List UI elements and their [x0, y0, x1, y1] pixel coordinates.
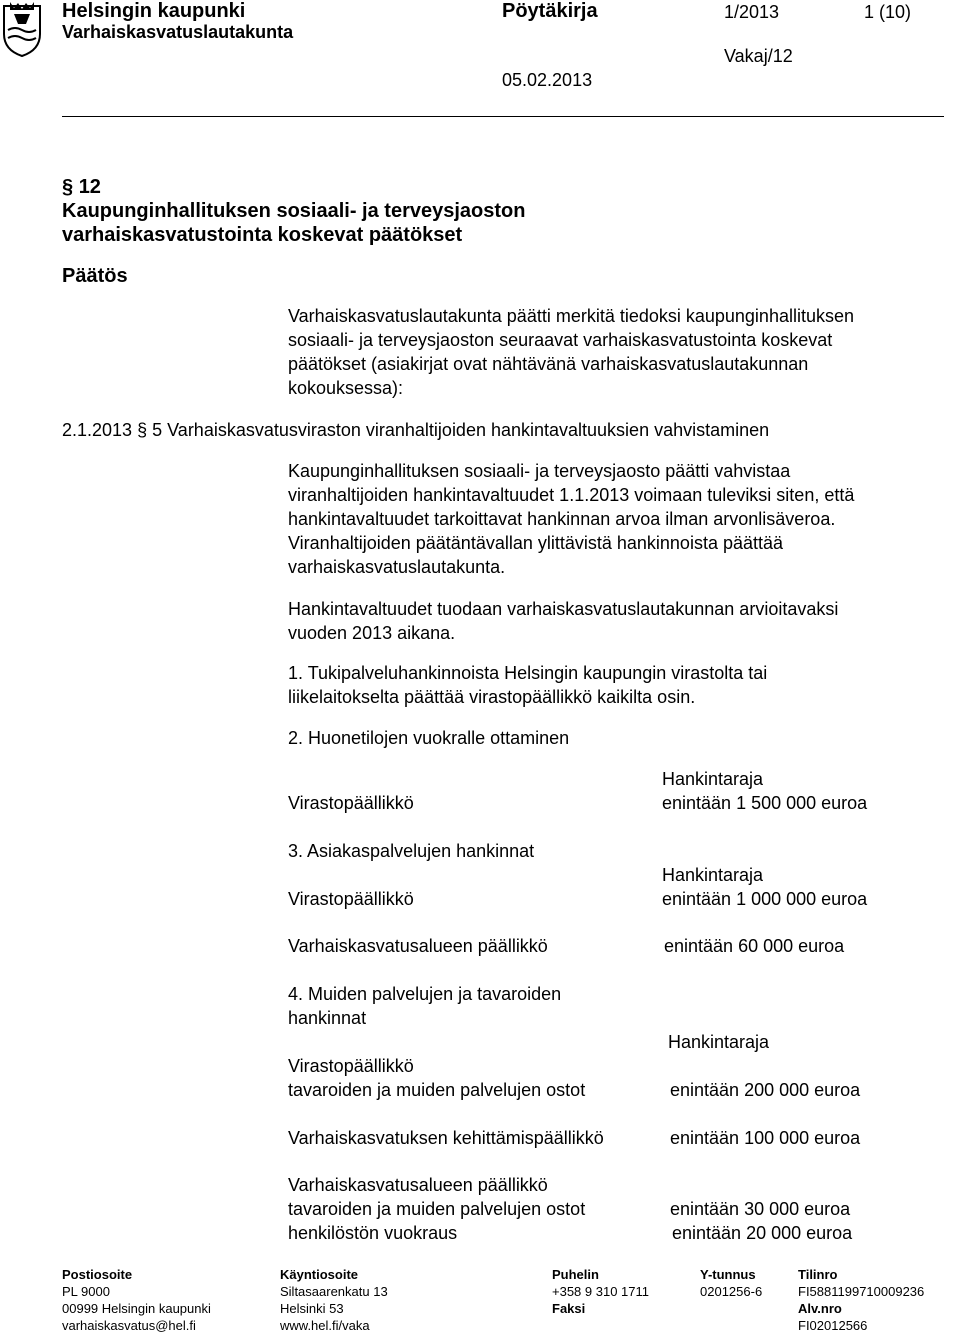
footer-fax-label: Faksi — [552, 1301, 586, 1316]
item4-role1-line1: Virastopäällikkö — [288, 1056, 414, 1076]
section-title-line2: varhaiskasvatustointa koskevat päätökset — [62, 224, 463, 246]
intro-line: päätökset (asiakirjat ovat nähtävänä varhaiskasvatuslautakunnan — [288, 354, 809, 374]
header-ref: Vakaj/12 — [724, 46, 793, 66]
body-line: varhaiskasvatuslautakunta. — [288, 557, 506, 577]
footer-web-link[interactable]: www.hel.fi/vaka — [280, 1318, 370, 1333]
item3-role: Varhaiskasvatusalueen päällikkö — [288, 936, 548, 956]
footer-business-id-label: Y-tunnus — [700, 1267, 756, 1282]
section-title-line1: Kaupunginhallituksen sosiaali- ja terveysjaoston — [62, 200, 526, 222]
body-line: Kaupunginhallituksen sosiaali- ja terveysjaosto päätti vahvistaa — [288, 461, 791, 481]
item3-limit-header: Hankintaraja — [662, 865, 764, 885]
item3-role: Virastopäällikkö — [288, 889, 414, 909]
footer-postal — [62, 1266, 211, 1334]
item2-limit-header: Hankintaraja — [662, 769, 764, 789]
city-crest-logo — [0, 0, 44, 58]
header-doc-type: Pöytäkirja — [502, 0, 598, 22]
section-heading — [62, 176, 101, 199]
footer-postal-line: 00999 Helsingin kaupunki — [62, 1301, 211, 1316]
footer-vat-label: Alv.nro — [798, 1301, 842, 1316]
body-line: viranhaltijoiden hankintavaltuudet 1.1.2013 voimaan tuleviksi siten, että — [288, 485, 855, 505]
item1-line: 1. Tukipalveluhankinnoista Helsingin kaupungin virastolta tai — [288, 663, 768, 683]
item4-limit3a: enintään 30 000 euroa — [670, 1199, 851, 1219]
footer-visit-line: Siltasaarenkatu 13 — [280, 1284, 388, 1299]
footer-business-id-value: 0201256-6 — [700, 1284, 763, 1299]
decision-label: Päätös — [62, 265, 128, 287]
header-divider — [62, 116, 944, 117]
footer-business-id — [700, 1266, 762, 1300]
item4-limit3b: enintään 20 000 euroa — [672, 1223, 853, 1243]
item3-limit: enintään 60 000 euroa — [664, 936, 845, 956]
footer-postal-line: PL 9000 — [62, 1284, 110, 1299]
section-symbol: § — [62, 176, 74, 198]
item4-limit2: enintään 100 000 euroa — [670, 1128, 861, 1148]
item4-role3-line3: henkilöstön vuokraus — [288, 1223, 458, 1243]
decision-row — [62, 418, 769, 442]
footer-visit — [280, 1266, 388, 1334]
item2-heading: 2. Huonetilojen vuokralle ottaminen — [288, 728, 570, 748]
item4-limit1: enintään 200 000 euroa — [670, 1080, 861, 1100]
body-line: hankintavaltuudet tarkoittavat hankinnan arvoa ilman arvonlisäveroa. — [288, 509, 836, 529]
item4-role3-line2: tavaroiden ja muiden palvelujen ostot — [288, 1199, 586, 1219]
header-number: 1/2013 — [724, 2, 780, 22]
section-number: 12 — [78, 176, 101, 198]
item1-line: liikelaitokselta päättää virastopäällikkö kaikilta osin. — [288, 687, 696, 707]
footer-phone — [552, 1266, 649, 1317]
footer-vat-value: FI02012566 — [798, 1318, 868, 1333]
body2-line: vuoden 2013 aikana. — [288, 623, 456, 643]
intro-line: kokouksessa): — [288, 378, 404, 398]
body-line: Viranhaltijoiden päätäntävallan ylittävistä hankinnoista päättää — [288, 533, 784, 553]
item3-heading: 3. Asiakaspalvelujen hankinnat — [288, 841, 535, 861]
header-dept: Varhaiskasvatuslautakunta — [62, 22, 294, 42]
header-page: 1 (10) — [864, 2, 912, 22]
intro-line: sosiaali- ja terveysjaoston seuraavat varhaiskasvatustointa koskevat — [288, 330, 833, 350]
footer-account-value: FI5881199710009236 — [798, 1284, 925, 1299]
footer-email-link[interactable]: varhaiskasvatus@hel.fi — [62, 1318, 196, 1333]
item4-role1-line2: tavaroiden ja muiden palvelujen ostot — [288, 1080, 586, 1100]
body2-line: Hankintavaltuudet tuodaan varhaiskasvatuslautakunnan arvioitavaksi — [288, 599, 839, 619]
footer-visit-line: Helsinki 53 — [280, 1301, 344, 1316]
footer-postal-label: Postiosoite — [62, 1267, 133, 1282]
header-date: 05.02.2013 — [502, 70, 593, 90]
item2-limit: enintään 1 500 000 euroa — [662, 793, 868, 813]
footer-phone-label: Puhelin — [552, 1267, 599, 1282]
footer-account-label: Tilinro — [798, 1267, 838, 1282]
decision-symbol: § — [137, 420, 148, 440]
item4-heading-line2: hankinnat — [288, 1008, 367, 1028]
item4-limit-header: Hankintaraja — [668, 1032, 770, 1052]
decision-date: 2.1.2013 — [62, 420, 133, 440]
item3-limit: enintään 1 000 000 euroa — [662, 889, 868, 909]
header-org: Helsingin kaupunki — [62, 0, 246, 22]
item4-role2: Varhaiskasvatuksen kehittämispäällikkö — [288, 1128, 604, 1148]
item2-role: Virastopäällikkö — [288, 793, 414, 813]
decision-text: 5 Varhaiskasvatusviraston viranhaltijoiden hankintavaltuuksien vahvistaminen — [152, 420, 770, 440]
item4-role3-line1: Varhaiskasvatusalueen päällikkö — [288, 1175, 548, 1195]
item4-heading-line1: 4. Muiden palvelujen ja tavaroiden — [288, 984, 562, 1004]
footer-phone-value: +358 9 310 1711 — [552, 1284, 649, 1299]
footer-visit-label: Käyntiosoite — [280, 1267, 359, 1282]
intro-line: Varhaiskasvatuslautakunta päätti merkitä tiedoksi kaupunginhallituksen — [288, 306, 854, 326]
footer-account — [798, 1266, 924, 1334]
